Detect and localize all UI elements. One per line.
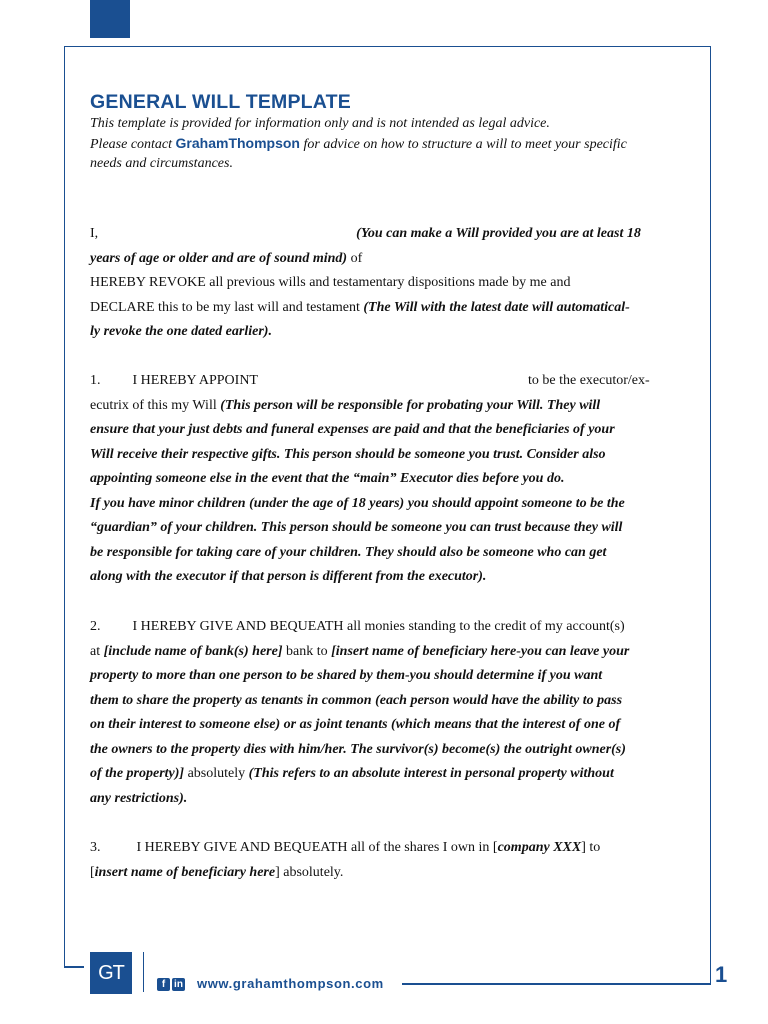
clause-1-line-4: Will receive their respective gifts. This person should be someone you trust. Consider also <box>90 446 606 462</box>
footer-rule-left <box>64 966 84 968</box>
clause-2-line-2 <box>90 640 690 665</box>
clause-3-beneficiary-placeholder: insert name of beneficiary here <box>94 864 276 880</box>
revoke-line: HEREBY REVOKE all previous wills and testamentary dispositions made by me and <box>90 275 571 290</box>
declaration-of: of <box>347 250 363 266</box>
intro-advice-text: for advice on how to structure a will to meet your specific <box>300 136 627 152</box>
clause-1-line-9: along with the executor if that person is different from the executor). <box>90 569 487 584</box>
header-section <box>90 90 686 174</box>
declare-line <box>90 296 690 321</box>
clause-3-bracket-open: [ <box>90 864 95 880</box>
clause-2-at: at <box>90 643 104 659</box>
clause-1-number: 1. <box>90 373 101 388</box>
page-title: GENERAL WILL TEMPLATE <box>90 91 351 113</box>
intro-contact-text: Please contact <box>90 136 176 152</box>
clause-2 <box>90 615 690 811</box>
clause-3-number: 3. <box>90 840 101 855</box>
clause-2-line-6: the owners to the property dies with him/her. The survivor(s) become(s) the outright owner(s) <box>90 741 626 757</box>
clause-1-line-8: be responsible for taking care of your children. They should also be someone who can get <box>90 544 607 560</box>
intro-line-1: This template is provided for information only and is not intended as legal advice. <box>90 116 550 131</box>
clause-2-number: 2. <box>90 619 101 634</box>
company-placeholder: company XXX <box>497 840 582 855</box>
footer-rule-right <box>402 983 711 985</box>
brand-name: GrahamThompson <box>175 134 300 151</box>
clause-3-line-2-post: ] absolutely. <box>275 864 344 880</box>
clause-1 <box>90 369 690 590</box>
clause-2-bank-to: bank to <box>282 643 332 659</box>
clause-3-line-1-post: ] to <box>581 840 601 855</box>
declaration-section <box>90 222 690 345</box>
clause-1-executor-tail: to be the executor/ex- <box>528 373 650 388</box>
clause-1-line-2-note: (This person will be responsible for probating your Will. They will <box>220 397 601 413</box>
clause-1-line-7: “guardian” of your children. This person should be someone you can trust because they will <box>90 520 623 535</box>
clause-2-line-7 <box>90 762 690 787</box>
clause-3-line-1 <box>90 836 690 861</box>
footer-divider <box>143 952 144 992</box>
clause-3 <box>90 836 690 885</box>
declare-text: DECLARE this to be my last will and testament <box>90 299 364 315</box>
declaration-line-2 <box>90 247 690 272</box>
clause-1-line-6: If you have minor children (under the age of 18 years) you should appoint someone to be the <box>90 495 625 511</box>
clause-2-line-5: on their interest to someone else) or as joint tenants (which means that the interest of one of <box>90 717 621 732</box>
clause-2-line-1 <box>90 615 690 640</box>
clause-2-line-3: property to more than one person to be shared by them-you should determine if you want <box>90 668 603 683</box>
clause-1-line-5: appointing someone else in the event that the “main” Executor dies before you do. <box>90 471 565 486</box>
social-icons <box>157 978 185 991</box>
clause-2-line-1-text: I HEREBY GIVE AND BEQUEATH all monies standing to the credit of my account(s) <box>132 619 625 634</box>
clause-2-line-7-bold: of the property)] <box>90 766 185 781</box>
clause-1-line-2 <box>90 394 690 419</box>
clause-1-line-3: ensure that your just debts and funeral expenses are paid and that the beneficiaries of your <box>90 422 615 437</box>
clause-2-line-4: them to share the property as tenants in common (each person would have the ability to pass <box>90 692 623 708</box>
header-tab-decoration <box>90 0 130 38</box>
latest-note-2: ly revoke the one dated earlier). <box>90 324 272 339</box>
declaration-line-1 <box>90 222 690 247</box>
bank-placeholder: [include name of bank(s) here] <box>103 643 283 659</box>
beneficiary-placeholder: [insert name of beneficiary here-you can leave your <box>331 643 630 659</box>
intro-line-2 <box>90 134 686 155</box>
clause-1-appoint: I HEREBY APPOINT <box>132 373 258 388</box>
clause-2-line-7-note: (This refers to an absolute interest in personal property without <box>248 766 614 781</box>
gt-logo: GT <box>90 952 132 994</box>
clause-3-line-1-pre: I HEREBY GIVE AND BEQUEATH all of the shares I own in [ <box>136 840 498 855</box>
clause-1-line-1 <box>90 369 690 394</box>
clause-3-line-2 <box>90 861 690 886</box>
page-number: 1 <box>715 962 728 987</box>
website-link[interactable]: www.grahamthompson.com <box>197 976 384 991</box>
age-note-1: (You can make a Will provided you are at least 18 <box>356 226 641 241</box>
age-note-2: years of age or older and are of sound mind) <box>90 250 348 266</box>
clause-2-absolutely: absolutely <box>184 766 249 781</box>
linkedin-icon[interactable]: in <box>172 978 185 991</box>
frame-right-tail <box>710 966 712 984</box>
declaration-i: I, <box>90 226 99 241</box>
facebook-icon[interactable]: f <box>157 978 170 991</box>
clause-2-line-8: any restrictions). <box>90 790 188 806</box>
clause-1-line-2-plain: ecutrix of this my Will <box>90 397 221 413</box>
intro-line-3: needs and circumstances. <box>90 156 233 171</box>
latest-note-1: (The Will with the latest date will automatical- <box>363 299 630 315</box>
